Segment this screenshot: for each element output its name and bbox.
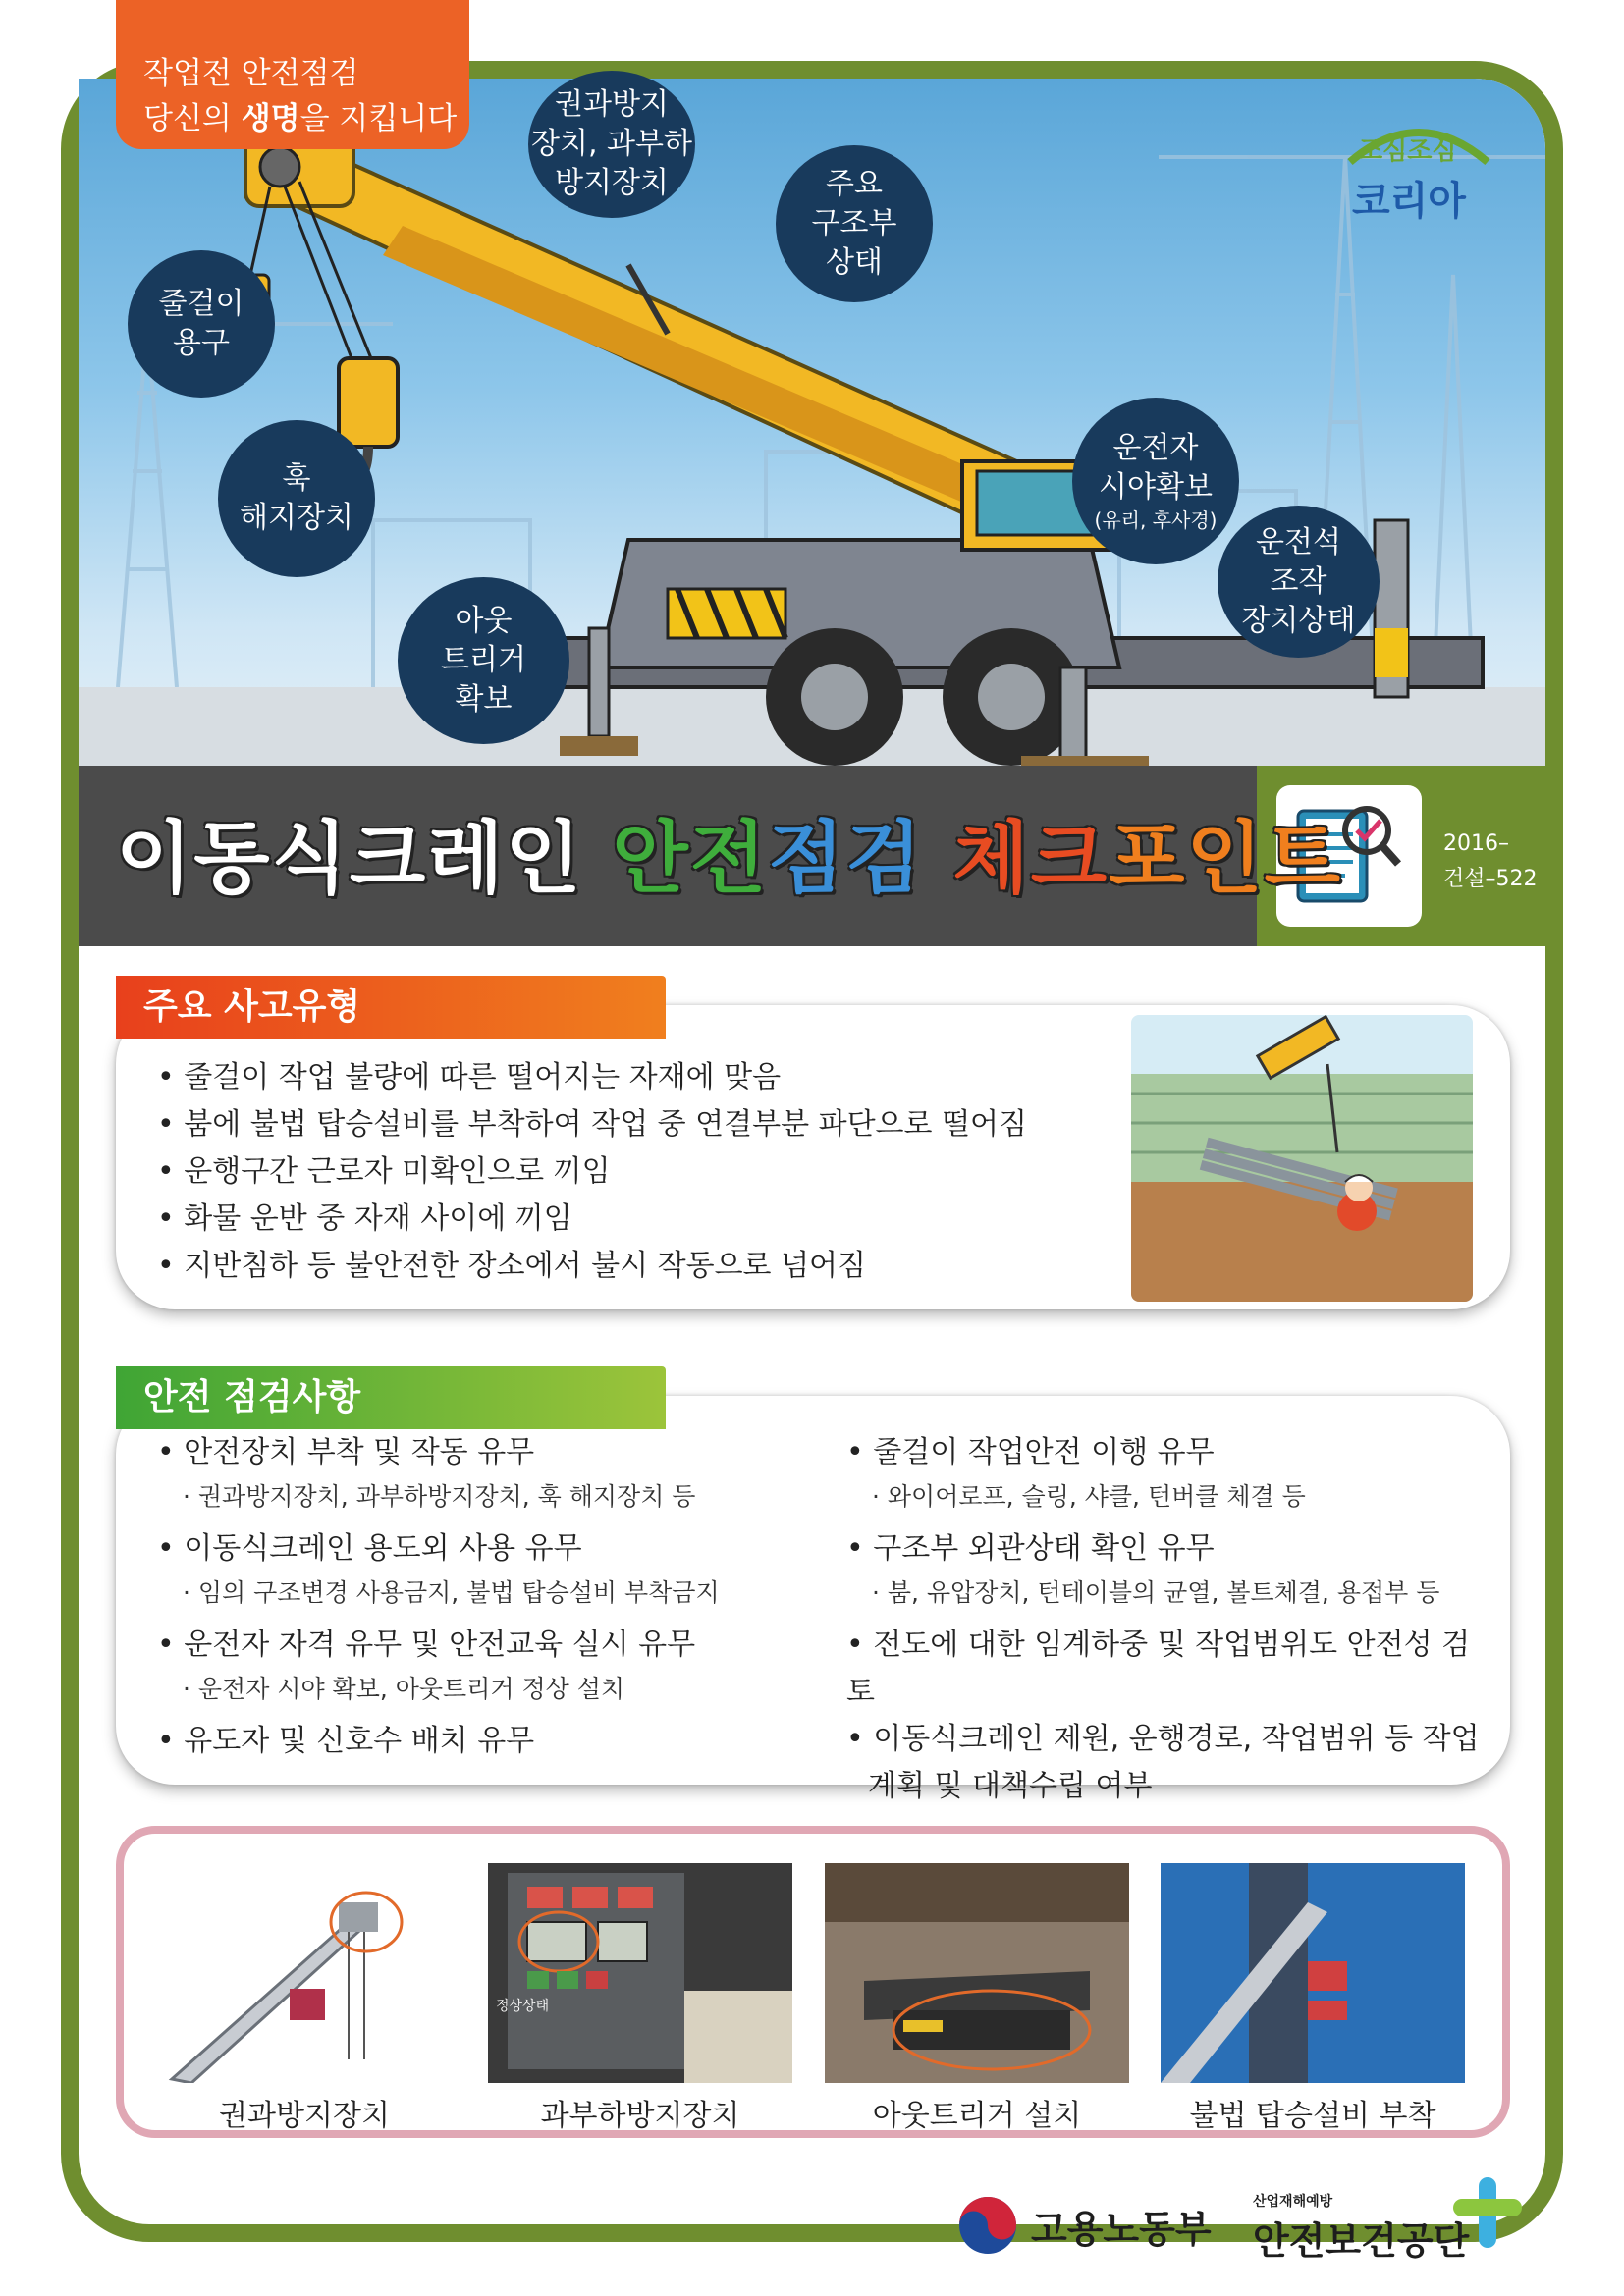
- tag-line-1: 작업전 안전점검: [143, 56, 359, 91]
- check-item: • 이동식크레인 제원, 운행경로, 작업범위 등 작업: [846, 1716, 1494, 1763]
- moel-emblem-icon: [957, 2195, 1018, 2256]
- kosha-small-label: 산업재해예방: [1253, 2194, 1333, 2210]
- list-item: • 붐에 불법 탑승설비를 부착하여 작업 중 연결부분 파단으로 떨어짐: [157, 1101, 1027, 1148]
- logo-text-top: 조심조심: [1358, 136, 1457, 166]
- check-subitem: · 운전자 시야 확보, 아웃트리거 정상 설치: [157, 1669, 825, 1710]
- accident-types-heading: 주요 사고유형: [116, 976, 666, 1039]
- check-item-continued: 계획 및 대책수립 여부: [868, 1769, 1153, 1803]
- tag-slogan: [116, 0, 469, 149]
- accident-illustration: [1131, 1015, 1473, 1302]
- photo-overload-device: [488, 1863, 792, 2083]
- caption-overwinding-device: 권과방지장치: [219, 2099, 390, 2133]
- safety-checks-heading: 안전 점검사항: [116, 1366, 666, 1429]
- list-item: • 지반침하 등 불안전한 장소에서 불시 작동으로 넘어짐: [157, 1243, 1027, 1290]
- check-item: • 운전자 자격 유무 및 안전교육 실시 유무: [157, 1622, 825, 1669]
- moel-name: 고용노동부: [1031, 2208, 1212, 2251]
- check-subitem: · 붐, 유압장치, 턴테이블의 균열, 볼트체결, 용접부 등: [846, 1573, 1494, 1614]
- kosha-name: 안전보건공단: [1253, 2219, 1470, 2263]
- tag-line-2: 당신의 생명을 지킵니다: [143, 101, 458, 136]
- photo-illegal-platform: [1161, 1863, 1465, 2083]
- list-item: • 화물 운반 중 자재 사이에 끼임: [157, 1196, 1027, 1243]
- kosha-cross-icon: [1453, 2173, 1522, 2252]
- check-item: • 안전장치 부착 및 작동 유무: [157, 1429, 825, 1476]
- photo-label-normal: 정상상태: [496, 1999, 550, 2014]
- bubble-overwinding-device: 권과방지 장치, 과부하 방지장치: [528, 71, 695, 218]
- check-item: • 전도에 대한 임계하중 및 작업범위도 안전성 검토: [846, 1622, 1494, 1716]
- check-subitem: · 와이어로프, 슬링, 샤클, 턴버클 체결 등: [846, 1476, 1494, 1518]
- check-item: • 유도자 및 신호수 배치 유무: [157, 1718, 825, 1765]
- check-item: • 구조부 외관상태 확인 유무: [846, 1525, 1494, 1573]
- caption-outrigger-install: 아웃트리거 설치: [872, 2099, 1082, 2133]
- check-subitem: · 권과방지장치, 과부하방지장치, 훅 해지장치 등: [157, 1476, 825, 1518]
- bubble-outrigger: 아웃 트리거 확보: [398, 577, 569, 744]
- bubble-cab-controls: 운전석 조작 장치상태: [1218, 506, 1380, 658]
- josim-korea-logo: [1340, 113, 1497, 240]
- bubble-hook-latch: 훅 해지장치: [218, 420, 375, 577]
- check-subitem: · 임의 구조변경 사용금지, 불법 탑승설비 부착금지: [157, 1573, 825, 1614]
- bubble-operator-view: 운전자 시야확보 (유리, 후사경): [1072, 398, 1239, 564]
- page-title: 이동식크레인 안전점검 체크포인트: [116, 813, 1342, 904]
- caption-illegal-platform: 불법 탑승설비 부착: [1189, 2099, 1436, 2133]
- check-item: • 줄걸이 작업안전 이행 유무: [846, 1429, 1494, 1476]
- list-item: • 운행구간 근로자 미확인으로 끼임: [157, 1148, 1027, 1196]
- check-item: • 이동식크레인 용도외 사용 유무: [157, 1525, 825, 1573]
- caption-overload-device: 과부하방지장치: [540, 2099, 740, 2133]
- logo-text-bottom: 코리아: [1352, 179, 1466, 224]
- safety-checks-left-list: [157, 1429, 825, 1765]
- bubble-rigging-tools: 줄걸이 용구: [128, 250, 275, 398]
- list-item: • 줄걸이 작업 불량에 따른 떨어지는 자재에 맞음: [157, 1054, 1027, 1101]
- accident-types-list: [157, 1054, 1027, 1290]
- photo-overwinding-device: [152, 1863, 457, 2083]
- document-code: 2016– 건설–522: [1443, 831, 1538, 891]
- safety-checks-right-list: [846, 1429, 1494, 1810]
- photo-outrigger-install: [825, 1863, 1129, 2083]
- bubble-main-structure: 주요 구조부 상태: [776, 145, 933, 302]
